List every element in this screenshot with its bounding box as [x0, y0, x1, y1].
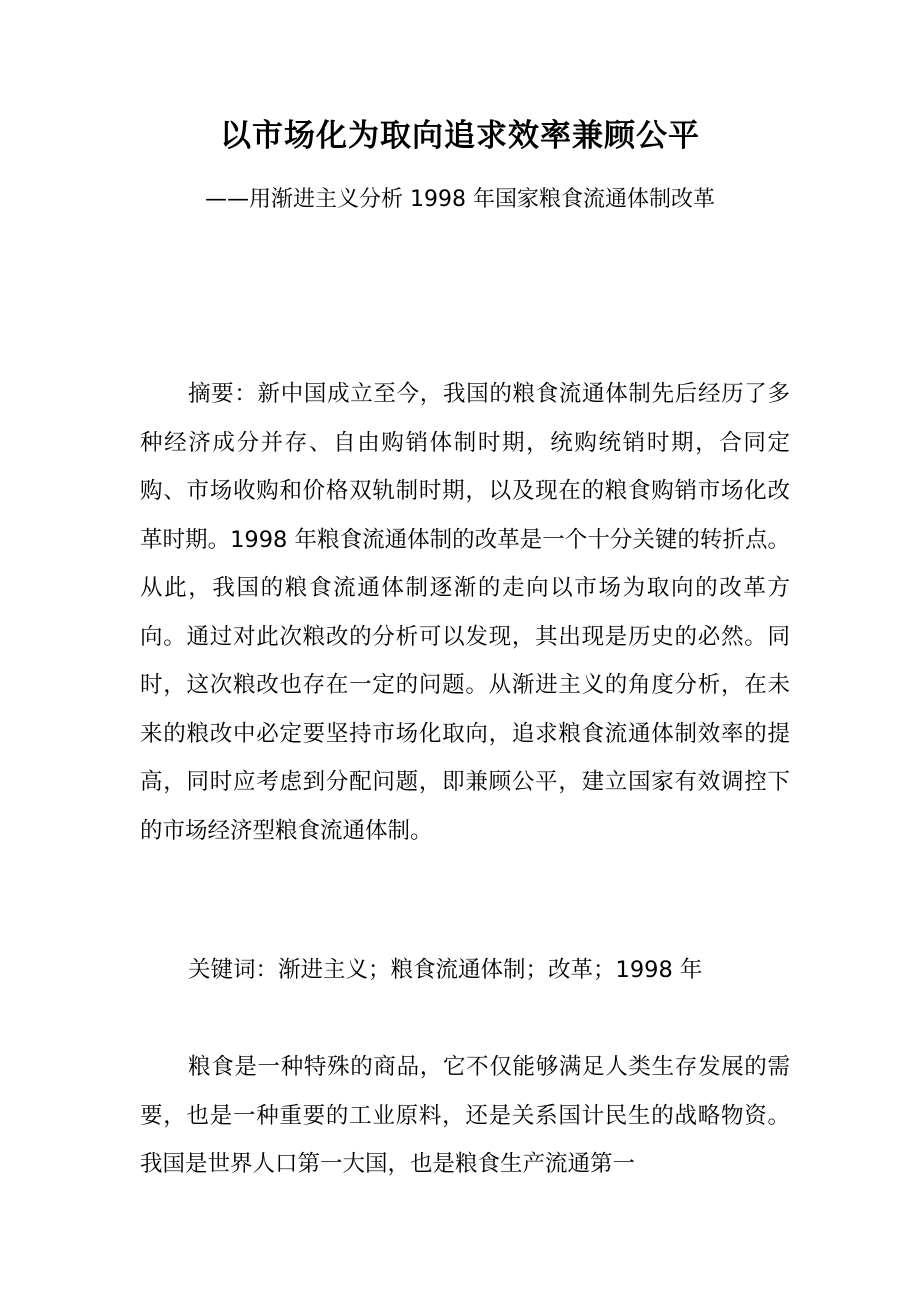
document-subtitle: ——用渐进主义分析 1998 年国家粮食流通体制改革 [205, 187, 715, 212]
document-title: 以市场化为取向追求效率兼顾公平 [220, 118, 700, 154]
keywords-paragraph: 关键词：渐进主义；粮食流通体制；改革；1998 年 [188, 957, 703, 983]
body-paragraph: 粮食是一种特殊的商品，它不仅能够满足人类生存发展的需要，也是一种重要的工业原料，还是关系国计民生的战略物资。我国是世界人口第一大国，也是粮食生产流通第一 [140, 1054, 790, 1177]
abstract-paragraph: 摘要：新中国成立至今，我国的粮食流通体制先后经历了多种经济成分并存、自由购销体制时期，统购统销时期，合同定购、市场收购和价格双轨制时期，以及现在的粮食购销市场化改革时期。1998 年粮食流通体制的改革是一个十分关键的转折点。从此，我国的粮食流通体制逐渐的走向以市场为取向的改革方向。通过对此次粮改的分析可以发现，其出现是历史的必然。同时，这次粮改也存在一定的问题。从渐进主义的角度分析，在未来的粮改中必定要坚持市场化取向，追求粮食流通体制效率的提高，同时应考虑到分配问题，即兼顾公平，建立国家有效调控下的市场经济型粮食流通体制。 [140, 381, 790, 844]
